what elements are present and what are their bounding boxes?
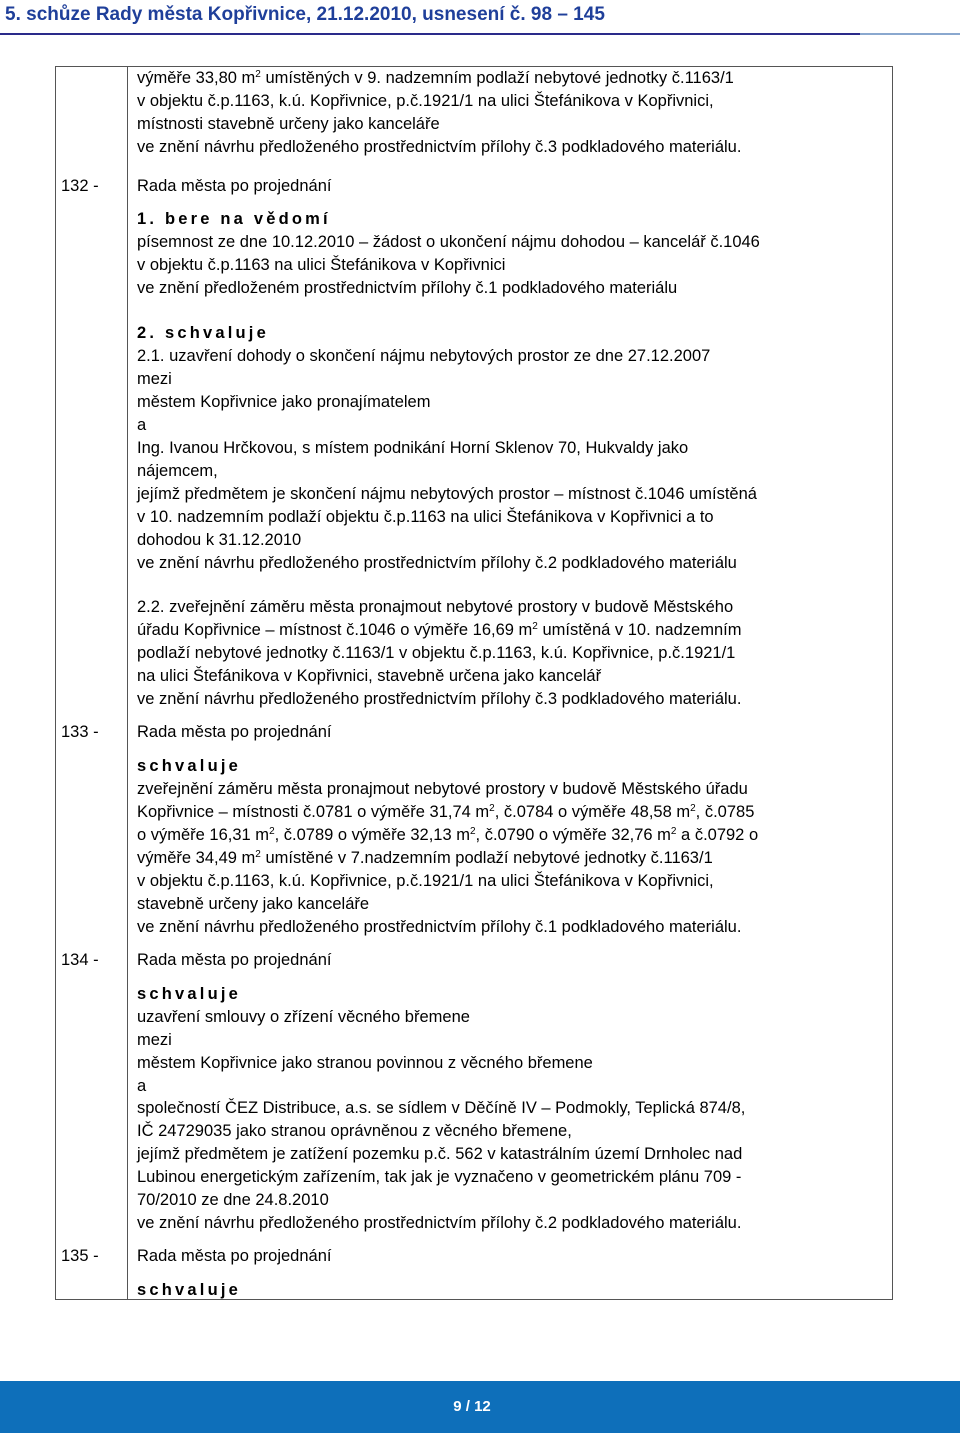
resolution-number: 134 - xyxy=(61,951,99,969)
text-line: ve znění návrhu předloženého prostřednictvím přílohy č.1 podkladového materiálu. xyxy=(137,918,742,936)
text-line: v 10. nadzemním podlaží objektu č.p.1163 na ulici Štefánikova v Kopřivnici a to xyxy=(137,508,714,526)
page-number: 9 / 12 xyxy=(453,1398,491,1415)
page-title: 5. schůze Rady města Kopřivnice, 21.12.2010, usnesení č. 98 – 145 xyxy=(5,4,605,25)
text-line: 70/2010 ze dne 24.8.2010 xyxy=(137,1191,329,1209)
text-line: městem Kopřivnice jako stranou povinnou z věcného břemene xyxy=(137,1054,593,1072)
text-line: Lubinou energetickým zařízením, tak jak je vyznačeno v geometrickém plánu 709 - xyxy=(137,1168,742,1186)
text-line: v objektu č.p.1163 na ulici Štefánikova v Kopřivnici xyxy=(137,256,506,274)
text-line: a xyxy=(137,1077,147,1095)
text-line: společností ČEZ Distribuce, a.s. se sídlem v Děčíně IV – Podmokly, Teplická 874/8, xyxy=(137,1099,746,1117)
text-line: a xyxy=(137,416,147,434)
resolution-number: 133 - xyxy=(61,723,99,741)
text-line: IČ 24729035 jako stranou oprávněnou z věcného břemene, xyxy=(137,1122,572,1140)
text-line: místnosti stavebně určeny jako kanceláře xyxy=(137,115,440,133)
text-line: mezi xyxy=(137,1031,172,1049)
section-heading: schvaluje xyxy=(137,985,242,1003)
resolution-heading: Rada města po projednání xyxy=(137,951,332,969)
resolution-heading: Rada města po projednání xyxy=(137,723,332,741)
text-line: podlaží nebytové jednotky č.1163/1 v objektu č.p.1163, k.ú. Kopřivnice, p.č.1921/1 xyxy=(137,644,736,662)
text-line: Ing. Ivanou Hrčkovou, s místem podnikání Horní Sklenov 70, Hukvaldy jako xyxy=(137,439,689,457)
text-line: nájemcem, xyxy=(137,462,218,480)
page-header xyxy=(0,0,960,32)
text-line: výměře 33,80 $m^2$ umístěných v 9. nadzemním podlaží nebytové jednotky č.1163/1 xyxy=(137,69,734,87)
text-line: 2.1. uzavření dohody o skončení nájmu nebytových prostor ze dne 27.12.2007 xyxy=(137,347,711,365)
table-column-divider xyxy=(127,66,128,1300)
text-line: stavebně určeny jako kanceláře xyxy=(137,895,370,913)
text-line: úřadu Kopřivnice – místnost č.1046 o výměře 16,69 $m^2$ umístěná v 10. nadzemním xyxy=(137,621,742,639)
text-line: městem Kopřivnice jako pronajímatelem xyxy=(137,393,431,411)
section-heading: 2. schvaluje xyxy=(137,324,269,342)
text-line: mezi xyxy=(137,370,172,388)
header-divider xyxy=(0,33,860,35)
text-line: ve znění návrhu předloženého prostřednictvím přílohy č.3 podkladového materiálu. xyxy=(137,690,742,708)
resolution-number: 132 - xyxy=(61,177,99,195)
text-line: písemnost ze dne 10.12.2010 – žádost o ukončení nájmu dohodou – kancelář č.1046 xyxy=(137,233,760,251)
resolution-number: 135 - xyxy=(61,1247,99,1265)
text-line: 2.2. zveřejnění záměru města pronajmout nebytové prostory v budově Městského xyxy=(137,598,734,616)
section-heading: schvaluje xyxy=(137,1281,242,1299)
text-line: ve znění předloženém prostřednictvím přílohy č.1 podkladového materiálu xyxy=(137,279,678,297)
text-line: zveřejnění záměru města pronajmout nebytové prostory v budově Městského úřadu xyxy=(137,780,748,798)
text-line: o výměře 16,31 $m^2$, č.0789 o výměře 32,13 $m^2$, č.0790 o výměře 32,76 $m^2$ a č.0792 o xyxy=(137,826,759,844)
text-line: výměře 34,49 $m^2$ umístěné v 7.nadzemním podlaží nebytové jednotky č.1163/1 xyxy=(137,849,713,867)
section-heading: schvaluje xyxy=(137,757,242,775)
text-line: v objektu č.p.1163, k.ú. Kopřivnice, p.č.1921/1 na ulici Štefánikova v Kopřivnici, xyxy=(137,92,714,110)
resolution-heading: Rada města po projednání xyxy=(137,177,332,195)
section-heading: 1. bere na vědomí xyxy=(137,210,331,228)
text-line: uzavření smlouvy o zřízení věcného břemene xyxy=(137,1008,470,1026)
header-divider-accent xyxy=(860,33,960,35)
text-line: jejímž předmětem je zatížení pozemku p.č. 562 v katastrálním území Drnholec nad xyxy=(137,1145,743,1163)
text-line: jejímž předmětem je skončení nájmu nebytových prostor – místnost č.1046 umístěná xyxy=(137,485,757,503)
text-line: ve znění návrhu předloženého prostřednictvím přílohy č.3 podkladového materiálu. xyxy=(137,138,742,156)
text-line: v objektu č.p.1163, k.ú. Kopřivnice, p.č.1921/1 na ulici Štefánikova v Kopřivnici, xyxy=(137,872,714,890)
text-line: Kopřivnice – místnosti č.0781 o výměře 31,74 $m^2$, č.0784 o výměře 48,58 $m^2$, č.0785 xyxy=(137,803,755,821)
text-line: dohodou k 31.12.2010 xyxy=(137,531,302,549)
text-line: na ulici Štefánikova v Kopřivnici, stavebně určena jako kancelář xyxy=(137,667,602,685)
text-line: ve znění návrhu předloženého prostřednictvím přílohy č.2 podkladového materiálu xyxy=(137,554,737,572)
text-line: ve znění návrhu předloženého prostřednictvím přílohy č.2 podkladového materiálu. xyxy=(137,1214,742,1232)
resolution-heading: Rada města po projednání xyxy=(137,1247,332,1265)
